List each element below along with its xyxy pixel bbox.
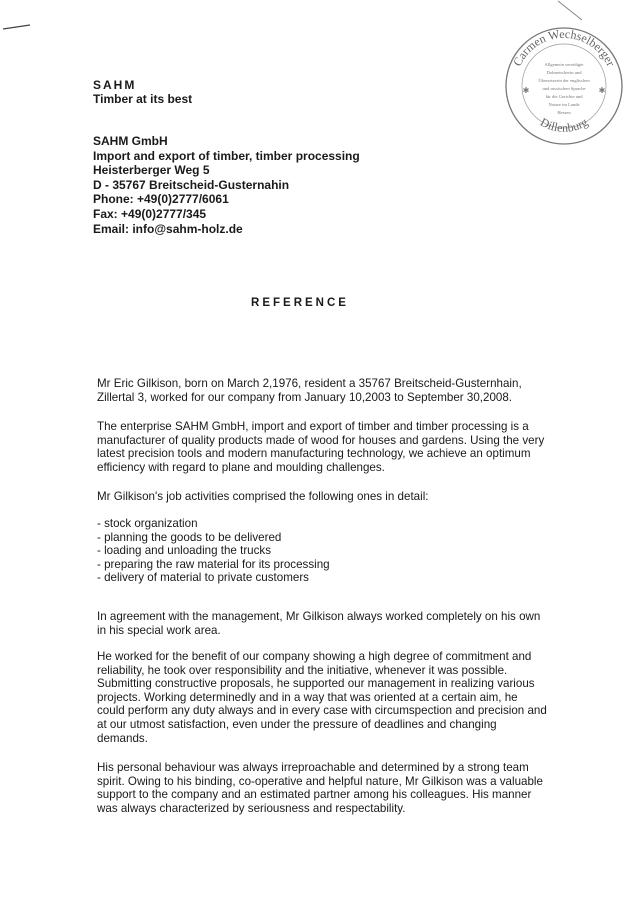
stamp-inner-line: Dolmetscherin und [546,70,582,75]
duties-list [97,517,547,585]
stamp-inner-line: für die Gerichte und [545,94,583,99]
phone-number: Phone: +49(0)2777/6061 [93,192,229,207]
stamp-star-icon: ✱ [598,86,606,95]
translator-stamp [500,20,628,148]
stamp-outer-top-text: Carmen Wechselberger [510,26,619,69]
email-address: Email: info@sahm-holz.de [93,221,243,236]
behaviour-paragraph: His personal behaviour was always irreproachable and determined by a strong team spirit. Owing to his binding, co-operative and helpful nature, Mr Gilkison was a valuable support to the company and an estimated partner among his colleagues. His manner was always characterized by seriousness and respectability. [97,761,543,815]
company-paragraph: The enterprise SAHM GmbH, import and export of timber and timber processing is a manufacturer of quality products made of wood for houses and gardens. Using the very latest precision tools and modern manufacturing technology, we achieve an optimum efficiency with regard to plane and moulding challenges. [97,420,545,474]
company-description: Import and export of timber, timber processing [93,148,360,163]
activities-intro: Mr Gilkison's job activities comprised the following ones in detail: [97,490,429,503]
stamp-outer-bottom-text: Dillenburg [537,114,591,135]
stamp-inner-line: Allgemein vereidigte [544,62,584,67]
sender-address [93,134,360,236]
list-item: - planning the goods to be delivered [97,530,282,544]
stamp-inner-line: Hessen [557,110,571,115]
pen-mark-decoration [2,22,32,32]
list-item: - preparing the raw material for its processing [97,557,330,571]
company-tagline: Timber at its best [93,92,193,106]
street-address: Heisterberger Weg 5 [93,163,210,178]
letterhead [93,78,192,106]
stamp-inner-line: Übersetzerin der englischen [538,78,590,83]
list-item: - delivery of material to private customers [97,571,309,585]
intro-paragraph: Mr Eric Gilkison, born on March 2,1976, resident a 35767 Breitscheid-Gusternhain, Zillertal 3, worked for our company from January 10,2003 to September 30,2008. [97,377,522,404]
city-address: D - 35767 Breitscheid-Gusternahin [93,177,290,192]
stamp-star-icon: ✱ [522,86,530,95]
stamp-inner-line: und russischen Sprache [542,86,586,91]
list-item: - stock organization [97,517,198,530]
document-title: REFERENCE [251,297,349,309]
fax-number: Fax: +49(0)2777/345 [93,206,207,221]
company-name: SAHM GmbH [93,134,168,148]
performance-paragraph: He worked for the benefit of our company showing a high degree of commitment and reliability, he took over responsibility and the initiative, whenever it was possible. Submitting constructive proposals, he supported our management in realizing various projects. Working determinedly and in a way that was oriented at a certain aim, he could perform any duty always and in every case with circumspection and precision and at our utmost satisfaction, even under the pressure of deadlines and changing demands. [97,650,547,745]
company-short-name: SAHM [93,78,137,92]
pen-mark-decoration [556,0,586,22]
stamp-inner-line: Notare im Lande [548,102,580,107]
independence-paragraph: In agreement with the management, Mr Gilkison always worked completely on his own in his special work area. [97,610,541,637]
list-item: - loading and unloading the trucks [97,544,272,558]
